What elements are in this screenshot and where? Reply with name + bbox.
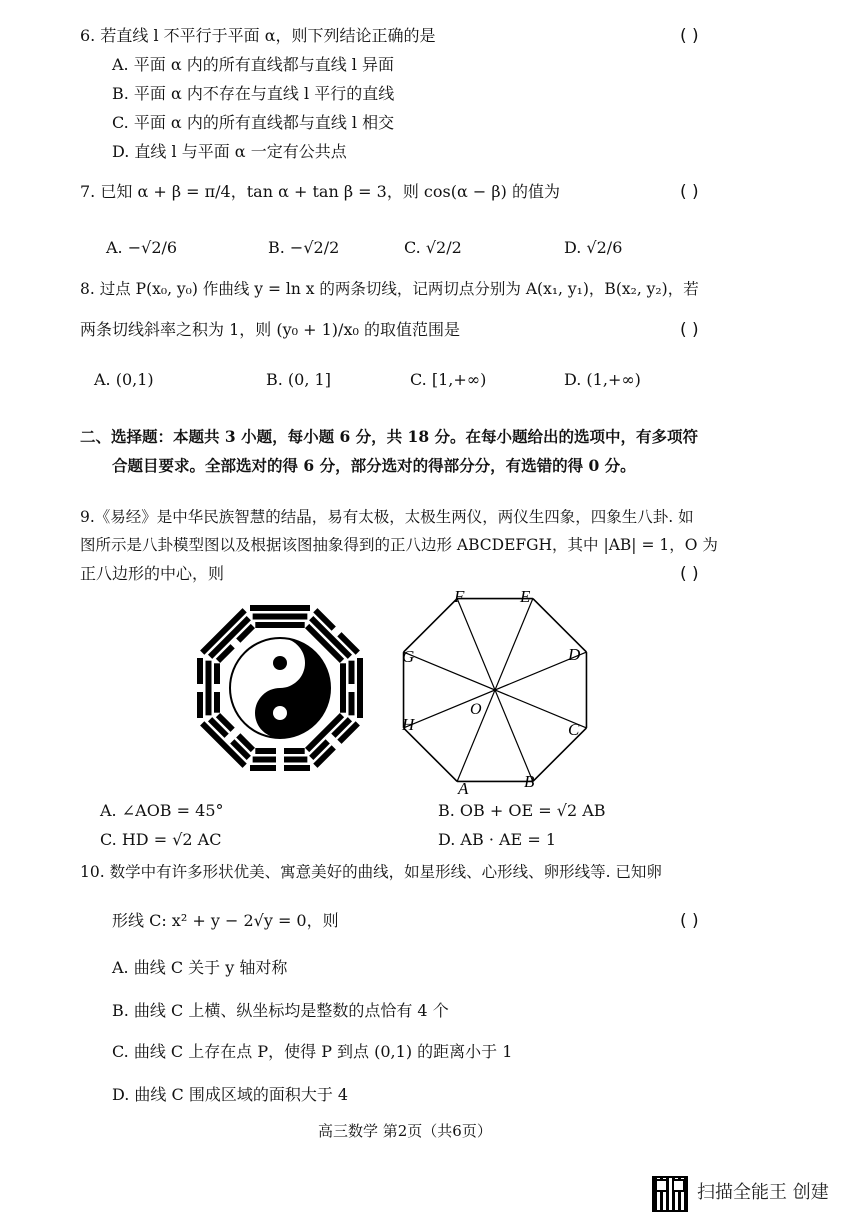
- q9-option-d: D. AB · AE = 1: [438, 830, 556, 849]
- trigram-0: [250, 605, 310, 628]
- q6-option-b: B. 平面 α 内不存在与直线 l 平行的直线: [112, 84, 395, 103]
- q9-stem-line3: 正八边形的中心，则: [80, 564, 225, 583]
- scanner-watermark: 扫描全能王 创建: [697, 1182, 829, 1203]
- taiji-symbol: [230, 638, 330, 738]
- qr-code-icon: [652, 1176, 688, 1212]
- q6-stem: 6. 若直线 l 不平行于平面 α，则下列结论正确的是: [80, 26, 436, 45]
- vertex-label-c: C: [568, 720, 580, 739]
- q6-option-a: A. 平面 α 内的所有直线都与直线 l 异面: [112, 55, 394, 74]
- q8-option-b: B. (0, 1]: [266, 370, 331, 389]
- q10-stem-line1: 10. 数学中有许多形状优美、寓意美好的曲线，如星形线、心形线、卵形线等. 已知卵: [80, 863, 662, 881]
- q10-option-c: C. 曲线 C 上存在点 P，使得 P 到点 (0,1) 的距离小于 1: [112, 1042, 513, 1061]
- octagon-figure: [392, 580, 602, 800]
- trigram-4: [250, 748, 310, 771]
- vertex-label-h: H: [402, 715, 415, 734]
- vertex-label-f: F: [454, 587, 465, 606]
- vertex-label-d: D: [568, 645, 581, 664]
- q10-stem-line2: 形线 C: x² + y − 2√y = 0，则: [112, 911, 339, 930]
- q10-answer-paren: ( ): [680, 911, 699, 931]
- q9-option-b: B. OB + OE = √2 AB: [438, 801, 606, 820]
- q7-option-b: B. −√2/2: [268, 238, 340, 257]
- vertex-label-b: B: [524, 772, 535, 791]
- center-label-o: O: [470, 701, 482, 718]
- trigram-6: [197, 658, 220, 718]
- q6-option-c: C. 平面 α 内的所有直线都与直线 l 相交: [112, 113, 395, 132]
- q8-option-a: A. (0,1): [94, 370, 154, 389]
- section2-heading-line1: 二、选择题：本题共 3 小题，每小题 6 分，共 18 分。在每小题给出的选项中，有多项符: [80, 427, 699, 446]
- q9-option-a: A. ∠AOB = 45°: [100, 801, 224, 820]
- vertex-label-e: E: [520, 587, 531, 606]
- q8-option-d: D. (1,+∞): [564, 370, 641, 389]
- section2-heading-line2: 合题目要求。全部选对的得 6 分，部分选对的得部分分，有选错的得 0 分。: [112, 456, 636, 475]
- q7-option-c: C. √2/2: [404, 238, 462, 257]
- vertex-label-g: G: [402, 647, 415, 666]
- q7-option-a: A. −√2/6: [106, 238, 178, 257]
- q6-option-d: D. 直线 l 与平面 α 一定有公共点: [112, 142, 347, 161]
- q9-stem-line1: 9.《易经》是中华民族智慧的结晶，易有太极，太极生两仪，两仪生四象，四象生八卦. 如: [80, 508, 694, 526]
- q8-option-c: C. [1,+∞): [410, 370, 487, 389]
- trigram-2: [340, 658, 363, 718]
- q6-answer-paren: ( ): [680, 26, 699, 46]
- q10-option-b: B. 曲线 C 上横、纵坐标均是整数的点恰有 4 个: [112, 1001, 449, 1020]
- octagon-lines: [404, 599, 587, 782]
- q8-answer-paren: ( ): [680, 320, 699, 340]
- q7-stem: 7. 已知 α + β = π/4，tan α + tan β = 3，则 cos(α − β) 的值为: [80, 182, 560, 201]
- q9-answer-paren: ( ): [680, 564, 699, 584]
- vertex-label-a: A: [458, 779, 469, 798]
- octagon-side-fg: [404, 599, 458, 653]
- q10-option-a: A. 曲线 C 关于 y 轴对称: [112, 958, 288, 977]
- q7-answer-paren: ( ): [680, 182, 699, 202]
- q8-stem-line1: 8. 过点 P(x₀, y₀) 作曲线 y = ln x 的两条切线，记两切点分别为 A(x₁, y₁)，B(x₂, y₂)，若: [80, 280, 699, 298]
- q8-stem-line2: 两条切线斜率之积为 1，则 (y₀ + 1)/x₀ 的取值范围是: [80, 320, 460, 339]
- page-footer: 高三数学 第2页（共6页）: [318, 1122, 492, 1140]
- octagon-side-ha: [404, 728, 458, 782]
- q9-option-c: C. HD = √2 AC: [100, 830, 222, 849]
- bagua-figure: [190, 598, 370, 778]
- q7-option-d: D. √2/6: [564, 238, 623, 257]
- q10-option-d: D. 曲线 C 围成区域的面积大于 4: [112, 1085, 349, 1104]
- q9-stem-line2: 图所示是八卦模型图以及根据该图抽象得到的正八边形 ABCDEFGH，其中 |AB| = 1，O 为: [80, 536, 718, 554]
